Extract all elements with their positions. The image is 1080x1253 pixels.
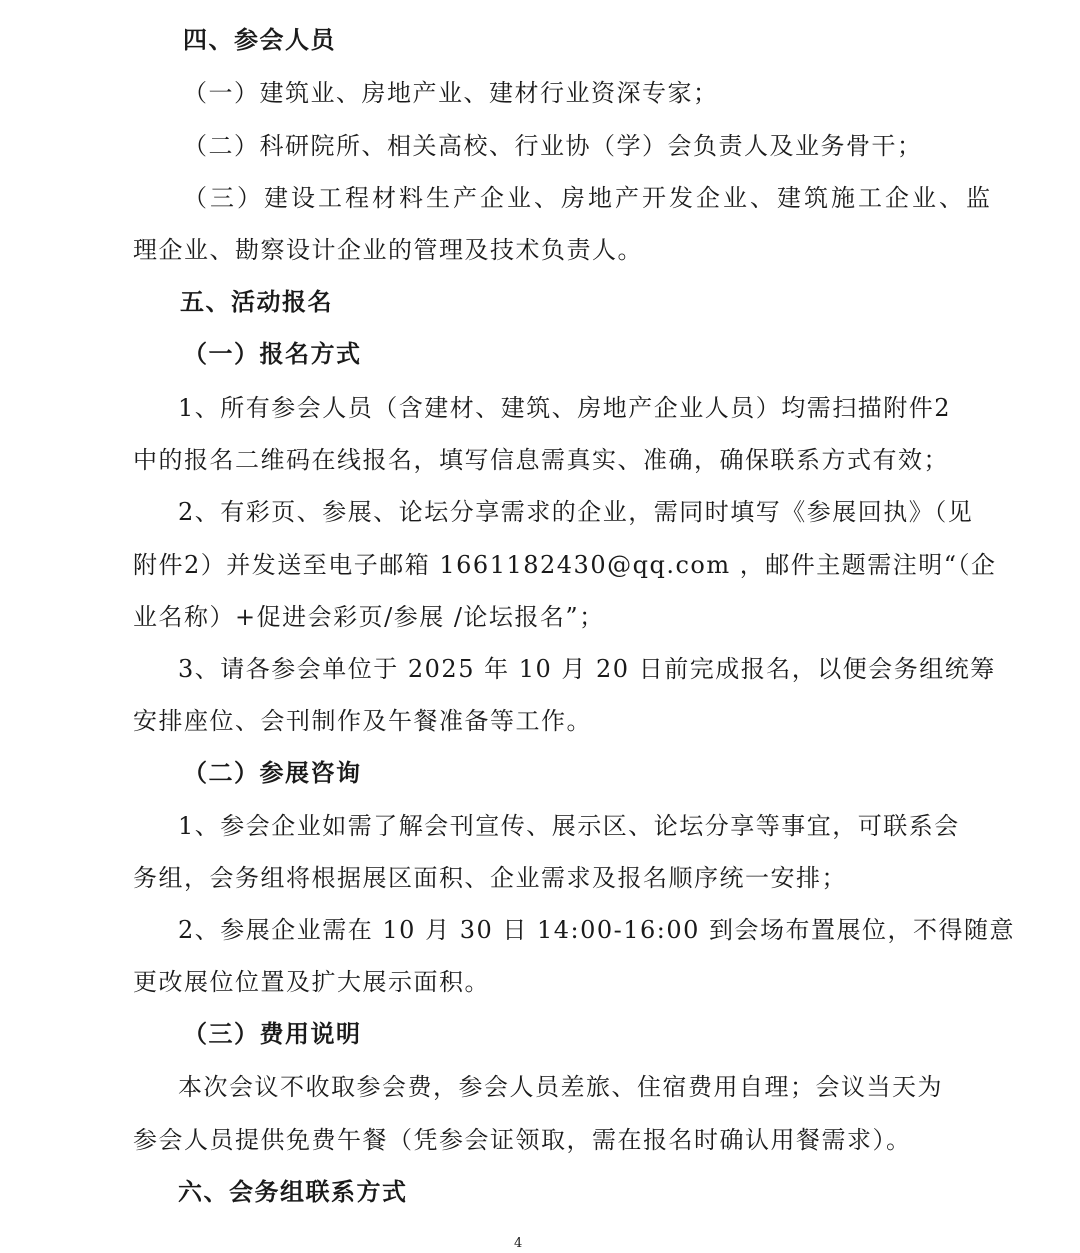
subsection-heading: （一）报名方式 [183,340,362,368]
paragraph-line: 业名称）+促进会彩页/参展 /论坛报名”； [133,603,605,631]
paragraph-line: 务组，会务组将根据展区面积、企业需求及报名顺序统一安排； [133,864,847,892]
paragraph-line: 3、请各参会单位于 2025 年 10 月 20 日前完成报名，以便会务组统筹 [178,655,996,683]
paragraph-line: 本次会议不收取参会费，参会人员差旅、住宿费用自理；会议当天为 [178,1073,943,1101]
paragraph-line: 参会人员提供免费午餐（凭参会证领取，需在报名时确认用餐需求）。 [133,1126,912,1154]
page-number: 4 [514,1236,523,1251]
paragraph-line: 附件2）并发送至电子邮箱 1661182430@qq.com ，邮件主题需注明“（企 [133,551,997,579]
paragraph-line: （二）科研院所、相关高校、行业协（学）会负责人及业务骨干； [183,132,923,160]
paragraph-line: 安排座位、会刊制作及午餐准备等工作。 [133,707,592,735]
section-heading: 四、参会人员 [183,26,336,54]
section-heading: 六、会务组联系方式 [178,1178,408,1206]
paragraph-line: 2、参展企业需在 10 月 30 日 14:00-16:00 到会场布置展位，不得随意 [178,916,1016,944]
section-heading: 五、活动报名 [180,288,333,316]
paragraph-line: （三）建设工程材料生产企业、房地产开发企业、建筑施工企业、监 [183,184,993,212]
paragraph-line: （一）建筑业、房地产业、建材行业资深专家； [183,79,719,107]
paragraph-line: 中的报名二维码在线报名，填写信息需真实、准确，确保联系方式有效； [133,446,949,474]
paragraph-line: 1、所有参会人员（含建材、建筑、房地产企业人员）均需扫描附件2 [178,394,952,422]
paragraph-line: 更改展位位置及扩大展示面积。 [133,968,490,996]
paragraph-line: 1、参会企业如需了解会刊宣传、展示区、论坛分享等事宜，可联系会 [178,812,960,840]
subsection-heading: （二）参展咨询 [183,759,362,787]
paragraph-line: 理企业、勘察设计企业的管理及技术负责人。 [133,236,643,264]
paragraph-line: 2、有彩页、参展、论坛分享需求的企业，需同时填写《参展回执》（见 [178,498,974,526]
subsection-heading: （三）费用说明 [183,1020,362,1048]
